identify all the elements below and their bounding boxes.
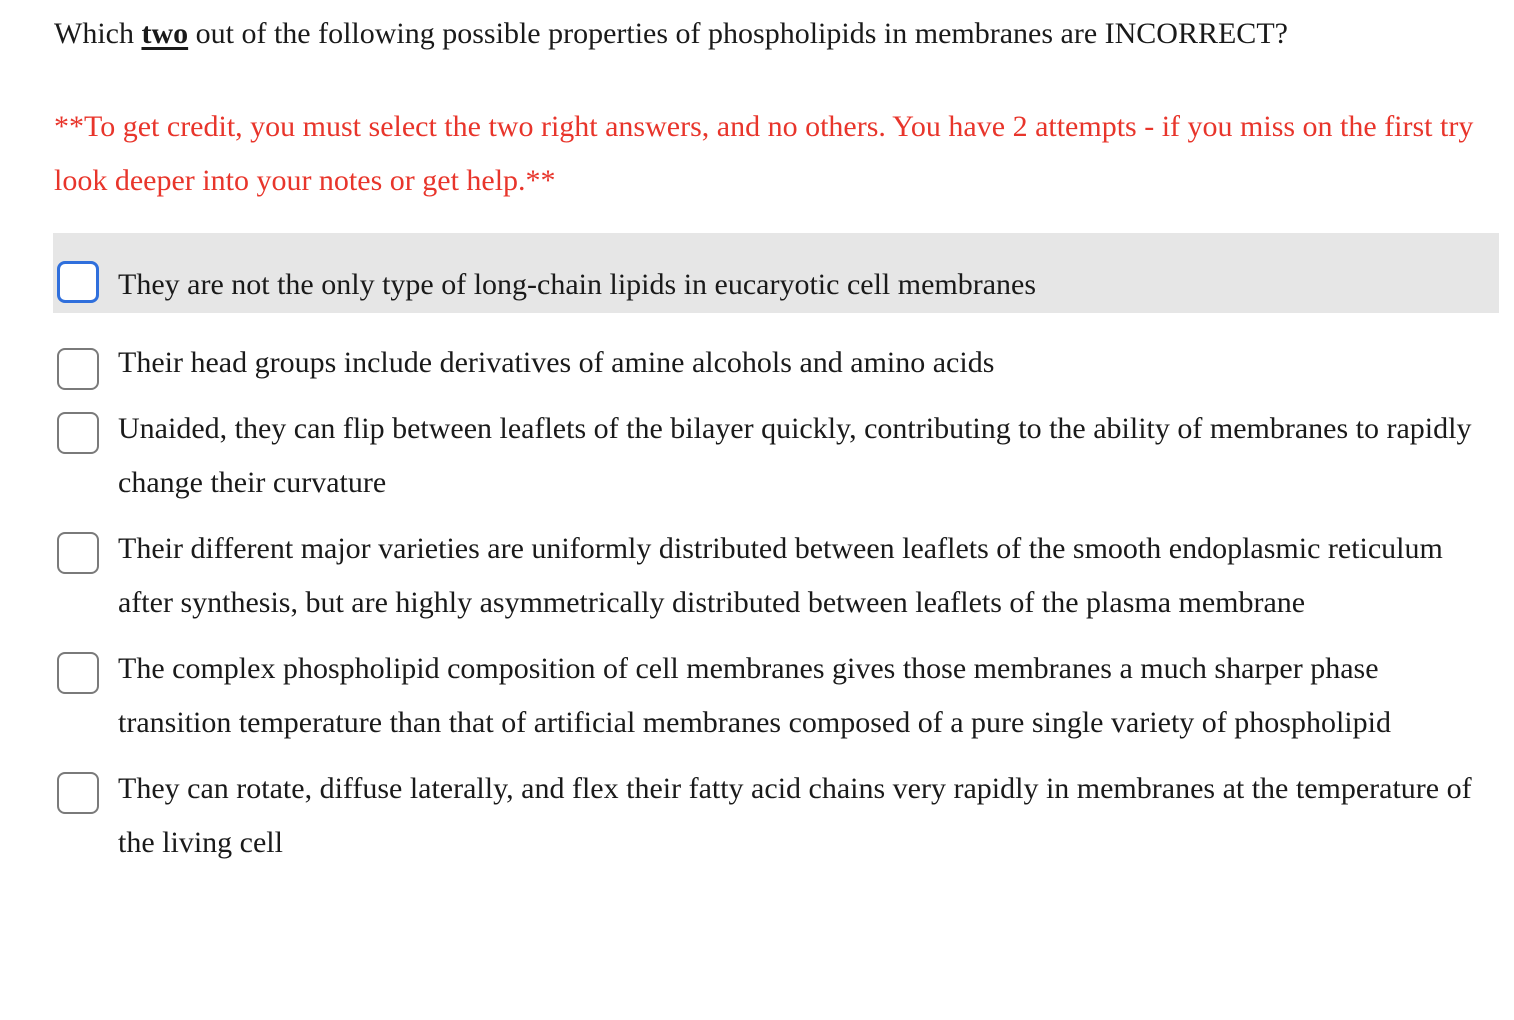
answer-checkbox[interactable] <box>57 772 99 814</box>
answer-option-label[interactable]: Unaided, they can flip between leaflets of the bilayer quickly, contributing to the ability of membranes to rapidly change their curvature <box>118 412 1472 499</box>
answer-option[interactable] <box>53 762 1499 870</box>
question-emphasis: two <box>141 17 189 50</box>
answer-option[interactable] <box>53 233 1499 313</box>
question-text <box>54 14 1494 54</box>
answer-option[interactable] <box>53 402 1499 510</box>
question-prefix: Which <box>54 17 142 50</box>
answer-checkbox[interactable] <box>57 261 99 303</box>
answer-option-label[interactable]: The complex phospholipid composition of cell membranes gives those membranes a much sharper phase transition temperature than that of artificial membranes composed of a pure single variety of phospholipid <box>118 652 1391 739</box>
answer-option-label[interactable]: They are not the only type of long-chain lipids in eucaryotic cell membranes <box>118 268 1037 301</box>
answer-checkbox[interactable] <box>57 532 99 574</box>
answer-checkbox[interactable] <box>57 412 99 454</box>
answer-checkbox[interactable] <box>57 348 99 390</box>
answer-option[interactable] <box>53 522 1499 630</box>
answer-option-label[interactable]: They can rotate, diffuse laterally, and flex their fatty acid chains very rapidly in membranes at the temperature of the living cell <box>118 772 1472 859</box>
answer-option[interactable] <box>53 642 1499 750</box>
answer-option-label[interactable]: Their head groups include derivatives of amine alcohols and amino acids <box>118 346 995 379</box>
answer-option-label[interactable]: Their different major varieties are uniformly distributed between leaflets of the smooth endoplasmic reticulum after synthesis, but are highly asymmetrically distributed between leaflets of the plasma membrane <box>118 532 1443 619</box>
question-suffix: out of the following possible properties of phospholipids in membranes are INCORRECT? <box>188 17 1288 50</box>
answer-checkbox[interactable] <box>57 652 99 694</box>
answer-options-list <box>53 233 1499 870</box>
answer-option[interactable] <box>53 338 1499 390</box>
instructions-text: **To get credit, you must select the two right answers, and no others. You have 2 attempts - if you miss on the first try look deeper into your notes or get help.** <box>54 110 1474 197</box>
